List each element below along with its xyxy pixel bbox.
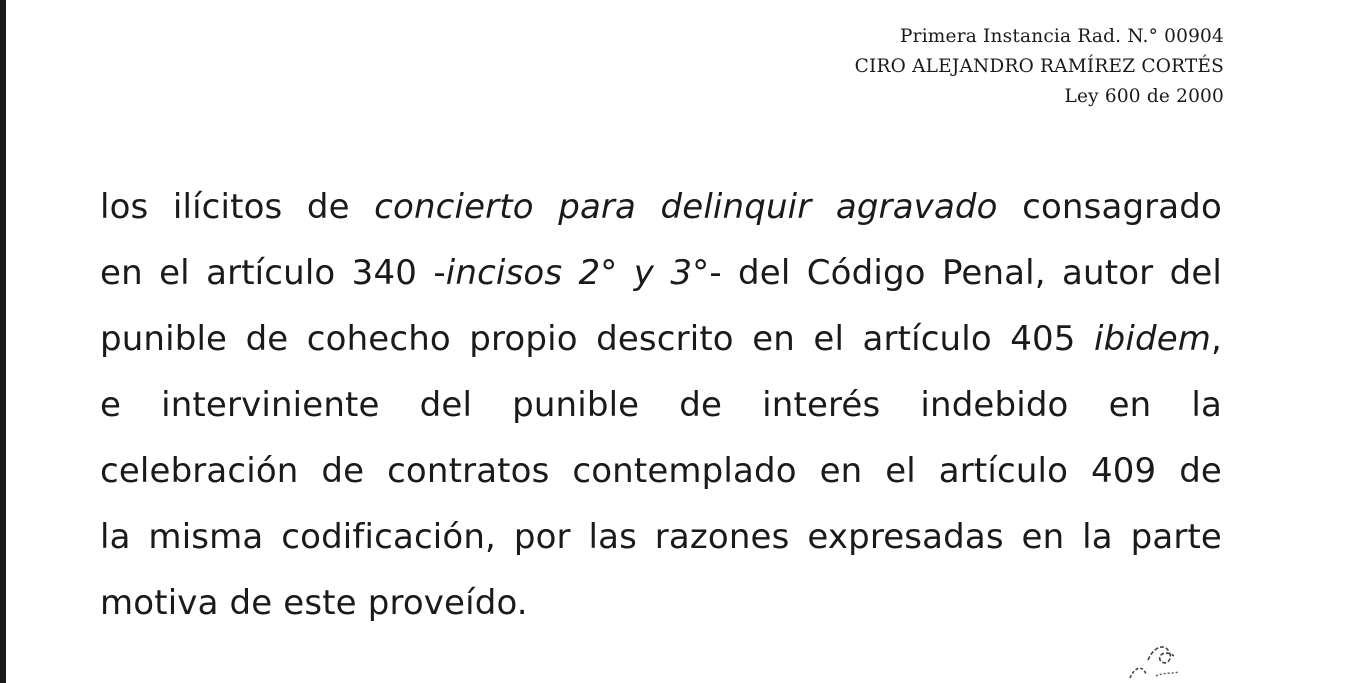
text-run: punible de cohecho propio descrito en el artículo 405	[100, 319, 1095, 359]
body-line-6: la misma codificación, por las razones expresadas en la parte	[100, 517, 1222, 557]
text-run: - del Código Penal, autor del	[709, 253, 1222, 293]
case-number: Primera Instancia Rad. N.° 00904	[900, 26, 1224, 47]
italic-crime-name: concierto para delinquir agravado	[374, 187, 998, 227]
body-line-1	[100, 174, 1222, 240]
text-run: ,	[1211, 319, 1222, 359]
body-line-5: celebración de contratos contemplado en el artículo 409 de	[100, 451, 1222, 491]
body-line-7: motiva de este proveído.	[100, 583, 528, 623]
body-line-4: e interviniente del punible de interés indebido en la	[100, 385, 1222, 425]
page-header	[855, 22, 1224, 112]
scan-left-edge	[0, 0, 6, 683]
body-paragraph	[100, 174, 1222, 636]
body-line-2	[100, 240, 1222, 306]
italic-ibidem: ibidem	[1094, 319, 1212, 359]
italic-incisos: incisos 2° y 3°	[445, 253, 710, 293]
handwritten-initials-mark	[1126, 632, 1206, 683]
law-reference: Ley 600 de 2000	[1064, 86, 1224, 107]
text-run: los ilícitos de	[100, 187, 375, 227]
text-run: en el artículo 340 -	[100, 253, 446, 293]
text-run: consagrado	[997, 187, 1222, 227]
body-line-3	[100, 306, 1222, 372]
defendant-name: CIRO ALEJANDRO RAMÍREZ CORTÉS	[854, 56, 1224, 77]
